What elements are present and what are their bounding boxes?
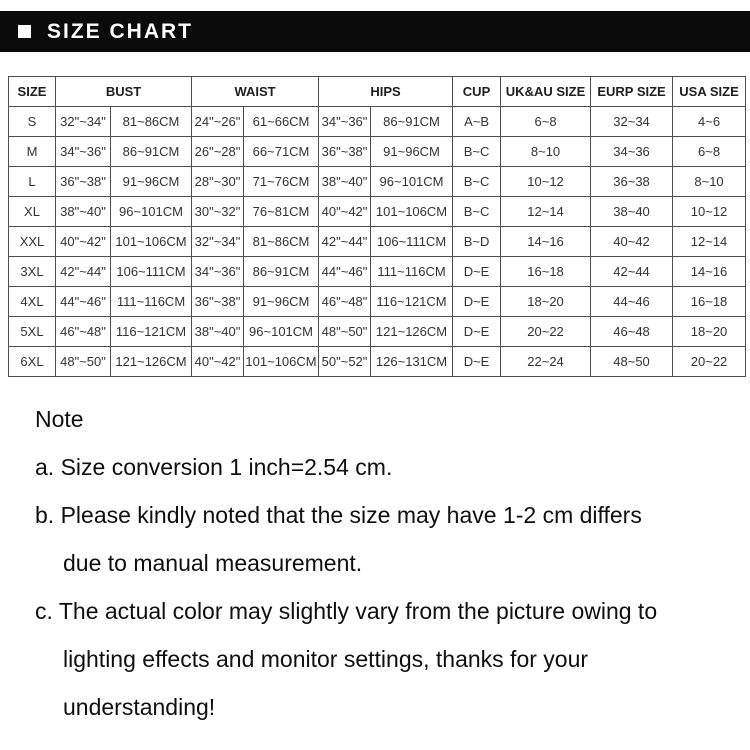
table-cell: 44"~46" [56, 287, 111, 317]
table-cell: 22~24 [501, 347, 591, 377]
table-cell: D~E [453, 257, 501, 287]
table-cell: 40"~42" [192, 347, 244, 377]
table-row [9, 107, 746, 137]
table-cell: 26"~28" [192, 137, 244, 167]
table-cell: 8~10 [501, 137, 591, 167]
note-line: b. Please kindly noted that the size may have 1-2 cm differs [35, 502, 642, 528]
table-cell: D~E [453, 317, 501, 347]
size-label-cell: 3XL [9, 257, 56, 287]
table-row [9, 287, 746, 317]
note-line: a. Size conversion 1 inch=2.54 cm. [35, 454, 393, 480]
column-header-ukau: UK&AU SIZE [501, 77, 591, 107]
table-cell: 101~106CM [244, 347, 319, 377]
table-cell: 116~121CM [111, 317, 192, 347]
table-cell: 16~18 [501, 257, 591, 287]
table-cell: 42"~44" [56, 257, 111, 287]
table-cell: 20~22 [673, 347, 746, 377]
note-item [35, 491, 735, 587]
table-cell: 71~76CM [244, 167, 319, 197]
size-chart-table [8, 76, 746, 377]
column-header-waist: WAIST [192, 77, 319, 107]
table-cell: 86~91CM [111, 137, 192, 167]
table-cell: 34"~36" [192, 257, 244, 287]
table-cell: 20~22 [501, 317, 591, 347]
table-row [9, 257, 746, 287]
table-row [9, 137, 746, 167]
table-cell: D~E [453, 347, 501, 377]
table-cell: 48"~50" [56, 347, 111, 377]
column-header-usa: USA SIZE [673, 77, 746, 107]
size-label-cell: 4XL [9, 287, 56, 317]
table-cell: 111~116CM [111, 287, 192, 317]
table-cell: 48"~50" [319, 317, 371, 347]
table-cell: 40"~42" [56, 227, 111, 257]
table-cell: 50"~52" [319, 347, 371, 377]
table-cell: 96~101CM [371, 167, 453, 197]
table-header-row [9, 77, 746, 107]
table-cell: 40~42 [591, 227, 673, 257]
table-cell: 121~126CM [371, 317, 453, 347]
table-cell: 86~91CM [244, 257, 319, 287]
table-cell: 61~66CM [244, 107, 319, 137]
table-cell: 34"~36" [56, 137, 111, 167]
table-cell: 38"~40" [192, 317, 244, 347]
table-cell: 96~101CM [244, 317, 319, 347]
table-cell: 6~8 [501, 107, 591, 137]
size-table-body [9, 107, 746, 377]
table-cell: 91~96CM [244, 287, 319, 317]
table-cell: 18~20 [501, 287, 591, 317]
size-label-cell: 5XL [9, 317, 56, 347]
table-cell: 36~38 [591, 167, 673, 197]
table-cell: 46"~48" [56, 317, 111, 347]
square-bullet-icon [18, 25, 31, 38]
note-line: due to manual measurement. [63, 550, 363, 576]
column-header-cup: CUP [453, 77, 501, 107]
table-cell: 111~116CM [371, 257, 453, 287]
table-cell: 81~86CM [244, 227, 319, 257]
table-cell: 48~50 [591, 347, 673, 377]
table-cell: 10~12 [673, 197, 746, 227]
table-row [9, 227, 746, 257]
table-cell: 32~34 [591, 107, 673, 137]
table-cell: 12~14 [501, 197, 591, 227]
notes-section [35, 395, 735, 731]
table-cell: 116~121CM [371, 287, 453, 317]
table-cell: A~B [453, 107, 501, 137]
note-line: c. The actual color may slightly vary from the picture owing to [35, 598, 658, 624]
table-cell: 91~96CM [111, 167, 192, 197]
table-cell: 46~48 [591, 317, 673, 347]
table-cell: 36"~38" [56, 167, 111, 197]
column-header-eurp: EURP SIZE [591, 77, 673, 107]
table-cell: 106~111CM [371, 227, 453, 257]
table-cell: 16~18 [673, 287, 746, 317]
table-cell: 101~106CM [371, 197, 453, 227]
size-label-cell: L [9, 167, 56, 197]
size-label-cell: M [9, 137, 56, 167]
table-cell: 32"~34" [192, 227, 244, 257]
table-cell: 38~40 [591, 197, 673, 227]
table-cell: 40"~42" [319, 197, 371, 227]
table-cell: B~C [453, 137, 501, 167]
table-cell: 86~91CM [371, 107, 453, 137]
table-cell: 66~71CM [244, 137, 319, 167]
table-cell: 10~12 [501, 167, 591, 197]
column-header-hips: HIPS [319, 77, 453, 107]
notes-heading: Note [35, 406, 84, 432]
size-label-cell: 6XL [9, 347, 56, 377]
table-cell: 34~36 [591, 137, 673, 167]
table-cell: 12~14 [673, 227, 746, 257]
table-cell: 36"~38" [192, 287, 244, 317]
table-cell: 28"~30" [192, 167, 244, 197]
table-cell: 34"~36" [319, 107, 371, 137]
table-row [9, 317, 746, 347]
table-cell: 44~46 [591, 287, 673, 317]
table-cell: D~E [453, 287, 501, 317]
table-cell: 126~131CM [371, 347, 453, 377]
table-cell: 6~8 [673, 137, 746, 167]
table-cell: 32"~34" [56, 107, 111, 137]
table-cell: 36"~38" [319, 137, 371, 167]
table-cell: 14~16 [673, 257, 746, 287]
table-cell: 101~106CM [111, 227, 192, 257]
table-cell: 8~10 [673, 167, 746, 197]
table-cell: 46"~48" [319, 287, 371, 317]
table-cell: 30"~32" [192, 197, 244, 227]
table-cell: 121~126CM [111, 347, 192, 377]
note-line: lighting effects and monitor settings, thanks for your [63, 646, 589, 672]
note-line: understanding! [63, 694, 216, 720]
table-cell: B~C [453, 167, 501, 197]
table-cell: 42~44 [591, 257, 673, 287]
table-cell: 38"~40" [319, 167, 371, 197]
size-label-cell: XXL [9, 227, 56, 257]
table-cell: 76~81CM [244, 197, 319, 227]
size-label-cell: S [9, 107, 56, 137]
table-cell: B~C [453, 197, 501, 227]
table-cell: 44"~46" [319, 257, 371, 287]
note-item [35, 443, 735, 491]
table-cell: 18~20 [673, 317, 746, 347]
table-cell: B~D [453, 227, 501, 257]
table-cell: 4~6 [673, 107, 746, 137]
note-item [35, 587, 735, 731]
page-title: SIZE CHART [47, 19, 193, 43]
table-row [9, 167, 746, 197]
size-label-cell: XL [9, 197, 56, 227]
column-header-bust: BUST [56, 77, 192, 107]
table-cell: 106~111CM [111, 257, 192, 287]
table-cell: 96~101CM [111, 197, 192, 227]
table-row [9, 347, 746, 377]
table-cell: 38"~40" [56, 197, 111, 227]
table-cell: 24"~26" [192, 107, 244, 137]
table-cell: 14~16 [501, 227, 591, 257]
column-header-size: SIZE [9, 77, 56, 107]
table-cell: 81~86CM [111, 107, 192, 137]
notes-list [35, 443, 735, 731]
table-cell: 42"~44" [319, 227, 371, 257]
table-cell: 91~96CM [371, 137, 453, 167]
table-row [9, 197, 746, 227]
size-chart-header [0, 11, 750, 52]
